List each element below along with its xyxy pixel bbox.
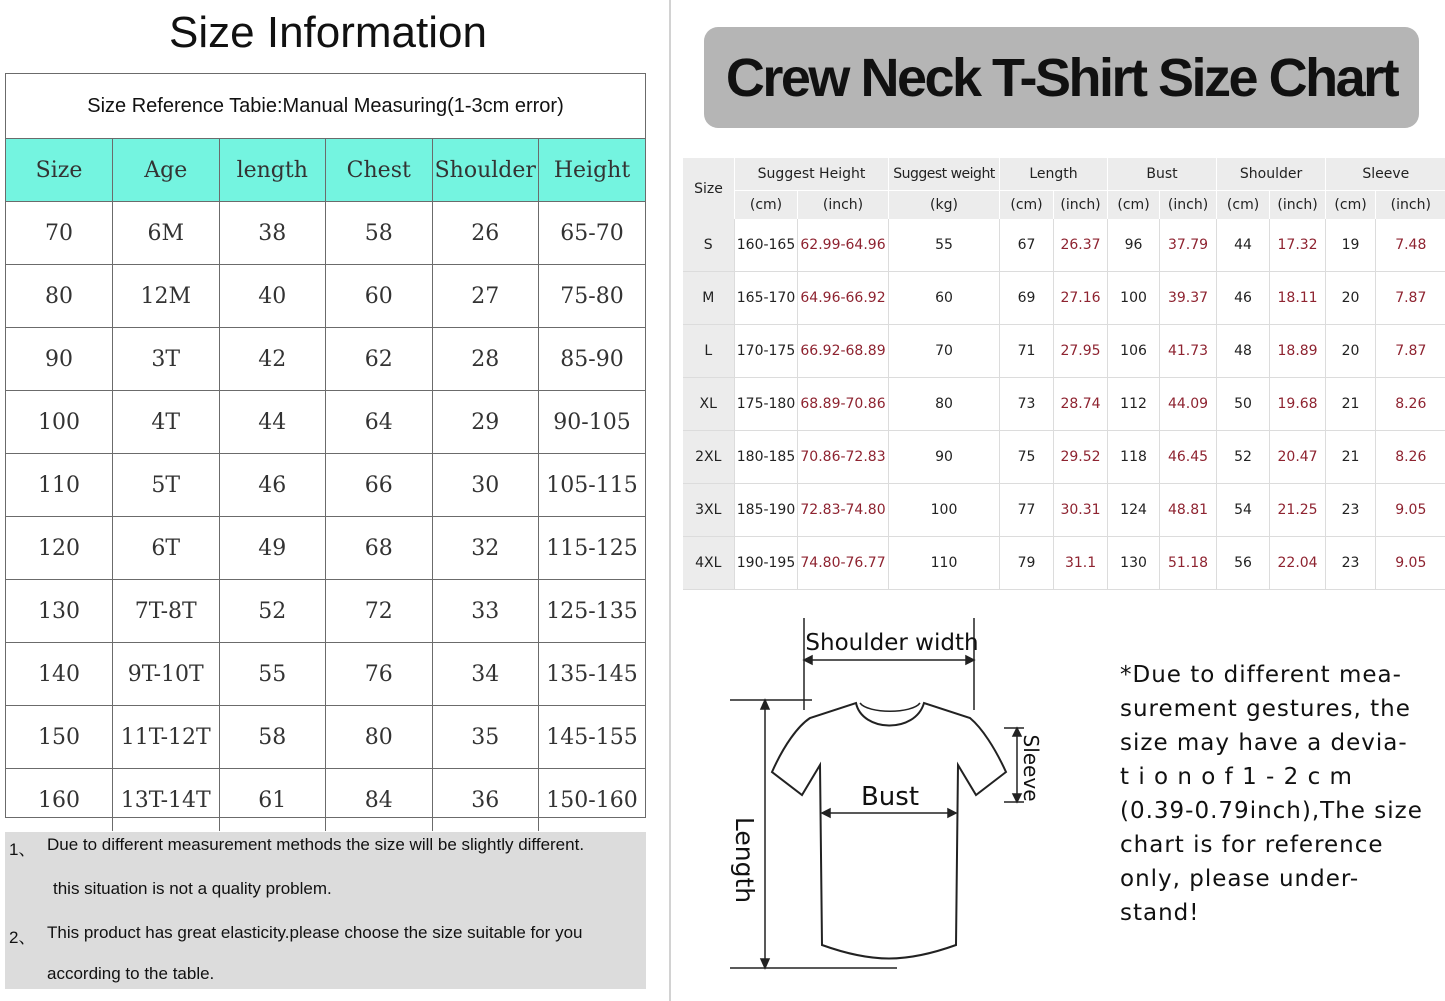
kids-size-panel: [0, 0, 668, 1001]
table-cell: 62: [326, 328, 433, 391]
table-cell: 5T: [113, 454, 220, 517]
table-cell: 48: [1217, 325, 1270, 378]
table-cell: M: [683, 272, 735, 325]
table-cell: 64: [326, 391, 433, 454]
table-cell: 90: [889, 431, 1000, 484]
kids-size-subtitle: Size Reference Tabie:Manual Measuring(1-3cm error): [6, 74, 645, 139]
unit-cell: (kg): [889, 191, 1000, 220]
table-cell: 74.80-76.77: [798, 537, 889, 590]
table-cell: 70.86-72.83: [798, 431, 889, 484]
table-cell: 44: [219, 391, 326, 454]
table-cell: 3T: [113, 328, 220, 391]
adult-header-length: Length: [1000, 158, 1108, 191]
table-cell: 52: [219, 580, 326, 643]
table-cell: 105-115: [539, 454, 646, 517]
panel-divider: [669, 0, 671, 1001]
table-cell: 29: [432, 391, 539, 454]
table-cell: S: [683, 219, 735, 272]
unit-cell: (inch): [1270, 191, 1326, 220]
table-cell: 18.89: [1270, 325, 1326, 378]
table-cell: 124: [1108, 484, 1160, 537]
table-cell: 17.32: [1270, 219, 1326, 272]
table-cell: 69: [1000, 272, 1054, 325]
table-row: [6, 769, 645, 832]
table-cell: 150-160: [539, 769, 646, 832]
table-cell: 130: [1108, 537, 1160, 590]
table-cell: 180-185: [735, 431, 798, 484]
note-number: 2、: [9, 928, 36, 947]
table-cell: 80: [6, 265, 113, 328]
table-cell: 27.95: [1054, 325, 1108, 378]
table-cell: 19: [1326, 219, 1376, 272]
table-cell: 54: [1217, 484, 1270, 537]
table-cell: 22.04: [1270, 537, 1326, 590]
table-cell: 70: [6, 202, 113, 265]
kids-header-cell: length: [219, 139, 326, 202]
table-cell: 27: [432, 265, 539, 328]
table-cell: 29.52: [1054, 431, 1108, 484]
table-cell: 64.96-66.92: [798, 272, 889, 325]
tshirt-diagram: [712, 610, 1112, 990]
table-cell: 51.18: [1160, 537, 1217, 590]
note-line: stand!: [1120, 900, 1200, 926]
table-cell: 75: [1000, 431, 1054, 484]
table-cell: 34: [432, 643, 539, 706]
table-cell: 71: [1000, 325, 1054, 378]
table-cell: 40: [219, 265, 326, 328]
adult-header-size: Size: [683, 158, 735, 219]
length-label: Length: [730, 816, 759, 904]
table-cell: 140: [6, 643, 113, 706]
table-cell: 77: [1000, 484, 1054, 537]
adult-size-table: [682, 158, 1445, 590]
table-cell: 27.16: [1054, 272, 1108, 325]
table-cell: 21: [1326, 431, 1376, 484]
table-cell: 50: [1217, 378, 1270, 431]
table-row: [683, 484, 1445, 537]
unit-cell: (cm): [1000, 191, 1054, 220]
kids-header-cell: Age: [113, 139, 220, 202]
table-cell: 190-195: [735, 537, 798, 590]
table-cell: 13T-14T: [113, 769, 220, 832]
table-cell: 30.31: [1054, 484, 1108, 537]
kids-header-cell: Shoulder: [432, 139, 539, 202]
note-line: only, please under-: [1120, 866, 1360, 892]
table-row: [6, 706, 645, 769]
table-cell: 80: [889, 378, 1000, 431]
table-cell: 8.26: [1376, 378, 1445, 431]
table-row: [683, 431, 1445, 484]
table-cell: 68: [326, 517, 433, 580]
table-cell: 28: [432, 328, 539, 391]
table-cell: XL: [683, 378, 735, 431]
table-cell: 3XL: [683, 484, 735, 537]
kids-header-row: [6, 139, 645, 202]
table-cell: 44.09: [1160, 378, 1217, 431]
table-cell: 20.47: [1270, 431, 1326, 484]
note-line: chart is for reference: [1120, 832, 1384, 858]
adult-header-bust: Bust: [1108, 158, 1217, 191]
bust-label: Bust: [860, 782, 920, 812]
table-row: [6, 454, 645, 517]
unit-cell: (cm): [1326, 191, 1376, 220]
table-cell: 31.1: [1054, 537, 1108, 590]
table-cell: 46: [1217, 272, 1270, 325]
table-cell: 41.73: [1160, 325, 1217, 378]
table-cell: 90-105: [539, 391, 646, 454]
kids-size-table: [6, 139, 645, 831]
table-cell: 46: [219, 454, 326, 517]
note-text: Due to different measurement methods the size will be slightly different.: [47, 835, 585, 854]
table-cell: 42: [219, 328, 326, 391]
table-row: [6, 265, 645, 328]
table-cell: 135-145: [539, 643, 646, 706]
kids-notes-box: [5, 832, 646, 989]
note-number: 1、: [9, 840, 36, 859]
adult-header-sleeve: Sleeve: [1326, 158, 1445, 191]
table-cell: 37.79: [1160, 219, 1217, 272]
table-cell: 80: [326, 706, 433, 769]
table-cell: 125-135: [539, 580, 646, 643]
table-cell: 58: [326, 202, 433, 265]
table-cell: 68.89-70.86: [798, 378, 889, 431]
table-cell: 65-70: [539, 202, 646, 265]
unit-cell: (cm): [1108, 191, 1160, 220]
table-cell: 67: [1000, 219, 1054, 272]
table-cell: 21: [1326, 378, 1376, 431]
adult-header-height: Suggest Height: [735, 158, 889, 191]
table-cell: 44: [1217, 219, 1270, 272]
table-cell: 11T-12T: [113, 706, 220, 769]
table-cell: 160: [6, 769, 113, 832]
table-cell: 75-80: [539, 265, 646, 328]
table-cell: 48.81: [1160, 484, 1217, 537]
table-cell: 76: [326, 643, 433, 706]
table-cell: 58: [219, 706, 326, 769]
unit-cell: (cm): [735, 191, 798, 220]
table-row: [6, 517, 645, 580]
table-cell: 66.92-68.89: [798, 325, 889, 378]
unit-cell: (inch): [1376, 191, 1445, 220]
table-cell: 60: [326, 265, 433, 328]
table-cell: 6M: [113, 202, 220, 265]
table-cell: 8.26: [1376, 431, 1445, 484]
adult-header-weight: Suggest weight: [889, 158, 1000, 191]
table-cell: 18.11: [1270, 272, 1326, 325]
table-cell: L: [683, 325, 735, 378]
table-cell: 46.45: [1160, 431, 1217, 484]
table-cell: 7.48: [1376, 219, 1445, 272]
table-cell: 115-125: [539, 517, 646, 580]
table-cell: 70: [889, 325, 1000, 378]
table-cell: 62.99-64.96: [798, 219, 889, 272]
table-cell: 30: [432, 454, 539, 517]
table-cell: 52: [1217, 431, 1270, 484]
table-cell: 100: [889, 484, 1000, 537]
note-line: (0.39-0.79inch),The size: [1120, 798, 1423, 824]
table-row: [6, 328, 645, 391]
note-text: according to the table.: [47, 964, 215, 983]
table-cell: 110: [6, 454, 113, 517]
table-cell: 170-175: [735, 325, 798, 378]
table-cell: 19.68: [1270, 378, 1326, 431]
table-row: [683, 219, 1445, 272]
unit-cell: (inch): [1160, 191, 1217, 220]
table-row: [683, 325, 1445, 378]
note-line: size may have a devia-: [1120, 730, 1408, 756]
table-row: [6, 643, 645, 706]
table-cell: 39.37: [1160, 272, 1217, 325]
table-cell: 110: [889, 537, 1000, 590]
note-text: This product has great elasticity.please choose the size suitable for you: [47, 923, 583, 942]
table-cell: 112: [1108, 378, 1160, 431]
table-cell: 9.05: [1376, 537, 1445, 590]
adult-header-row: [683, 158, 1445, 191]
table-row: [6, 580, 645, 643]
table-cell: 145-155: [539, 706, 646, 769]
table-cell: 49: [219, 517, 326, 580]
table-cell: 130: [6, 580, 113, 643]
note-line: t i o n o f 1 - 2 c m: [1120, 764, 1353, 790]
table-cell: 20: [1326, 325, 1376, 378]
table-cell: 56: [1217, 537, 1270, 590]
table-cell: 21.25: [1270, 484, 1326, 537]
unit-cell: (inch): [1054, 191, 1108, 220]
table-cell: 7T-8T: [113, 580, 220, 643]
tshirt-outline-icon: [772, 703, 1006, 959]
table-cell: 60: [889, 272, 1000, 325]
table-cell: 55: [889, 219, 1000, 272]
table-cell: 175-180: [735, 378, 798, 431]
table-cell: 6T: [113, 517, 220, 580]
table-cell: 12M: [113, 265, 220, 328]
table-cell: 85-90: [539, 328, 646, 391]
kids-header-cell: Height: [539, 139, 646, 202]
table-cell: 72: [326, 580, 433, 643]
table-row: [683, 537, 1445, 590]
table-cell: 61: [219, 769, 326, 832]
table-cell: 28.74: [1054, 378, 1108, 431]
table-cell: 100: [6, 391, 113, 454]
table-cell: 150: [6, 706, 113, 769]
table-cell: 72.83-74.80: [798, 484, 889, 537]
table-row: [683, 272, 1445, 325]
adult-units-row: [683, 191, 1445, 220]
table-cell: 185-190: [735, 484, 798, 537]
kids-size-table-frame: [5, 73, 646, 818]
table-cell: 66: [326, 454, 433, 517]
table-row: [6, 202, 645, 265]
note-line: surement gestures, the: [1120, 696, 1411, 722]
table-cell: 23: [1326, 484, 1376, 537]
measurement-note: [1120, 658, 1423, 930]
table-cell: 160-165: [735, 219, 798, 272]
table-cell: 7.87: [1376, 325, 1445, 378]
table-cell: 79: [1000, 537, 1054, 590]
table-cell: 120: [6, 517, 113, 580]
table-cell: 23: [1326, 537, 1376, 590]
table-cell: 84: [326, 769, 433, 832]
table-cell: 9.05: [1376, 484, 1445, 537]
adult-size-title: Crew Neck T-Shirt Size Chart: [704, 27, 1419, 128]
table-cell: 4T: [113, 391, 220, 454]
kids-header-cell: Chest: [326, 139, 433, 202]
table-cell: 55: [219, 643, 326, 706]
table-cell: 26: [432, 202, 539, 265]
table-cell: 106: [1108, 325, 1160, 378]
adult-size-panel: [672, 0, 1445, 1001]
table-cell: 90: [6, 328, 113, 391]
unit-cell: (cm): [1217, 191, 1270, 220]
table-cell: 4XL: [683, 537, 735, 590]
table-cell: 9T-10T: [113, 643, 220, 706]
table-cell: 33: [432, 580, 539, 643]
unit-cell: (inch): [798, 191, 889, 220]
table-cell: 32: [432, 517, 539, 580]
table-row: [683, 378, 1445, 431]
table-cell: 26.37: [1054, 219, 1108, 272]
kids-size-title: Size Information: [169, 8, 487, 57]
note-text: this situation is not a quality problem.: [53, 879, 332, 898]
table-cell: 20: [1326, 272, 1376, 325]
adult-header-shoulder: Shoulder: [1217, 158, 1326, 191]
table-cell: 38: [219, 202, 326, 265]
table-cell: 118: [1108, 431, 1160, 484]
table-cell: 36: [432, 769, 539, 832]
table-cell: 100: [1108, 272, 1160, 325]
table-row: [6, 391, 645, 454]
shoulder-width-label: Shoulder width: [805, 630, 979, 656]
kids-header-cell: Size: [6, 139, 113, 202]
note-line: *Due to different mea-: [1120, 662, 1402, 688]
table-cell: 165-170: [735, 272, 798, 325]
table-cell: 2XL: [683, 431, 735, 484]
table-cell: 96: [1108, 219, 1160, 272]
table-cell: 7.87: [1376, 272, 1445, 325]
table-cell: 35: [432, 706, 539, 769]
table-cell: 73: [1000, 378, 1054, 431]
sleeve-label: Sleeve: [1019, 734, 1043, 802]
